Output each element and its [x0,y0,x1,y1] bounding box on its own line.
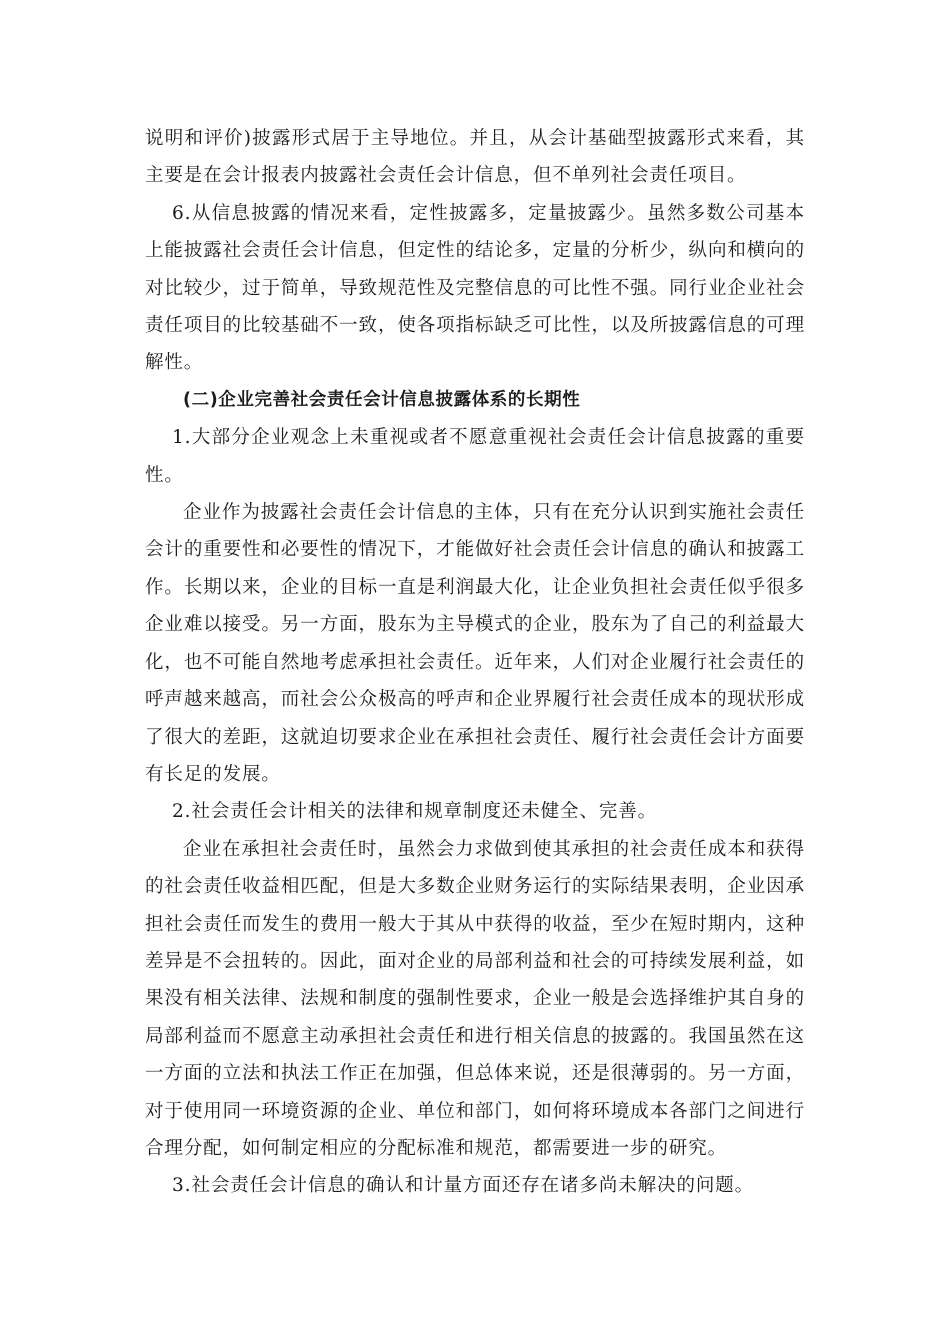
paragraph-disclosure-form: 说明和评价)披露形式居于主导地位。并且，从会计基础型披露形式来看，其主要是在会计报表内披露社会责任会计信息，但不单列社会责任项目。 [145,128,805,187]
paragraph-item-3: 3.社会责任会计信息的确认和计量方面还存在诸多尚未解决的问题。 [172,1175,755,1197]
paragraph-item-1: 1.大部分企业观念上未重视或者不愿意重视社会责任会计信息披露的重要性。 [145,427,805,486]
paragraph-item-1-body: 企业作为披露社会责任会计信息的主体，只有在充分认识到实施社会责任会计的重要性和必要性的情况下，才能做好社会责任会计信息的确认和披露工作。长期以来，企业的目标一直是利润最大化，让企业负担社会责任似乎很多企业难以接受。另一方面，股东为主导模式的企业，股东为了自己的利益最大化，也不可能自然地考虑承担社会责任。近年来，人们对企业履行社会责任的呼声越来越高，而社会公众极高的呼声和企业界履行社会责任成本的现状形成了很大的差距，这就迫切要求企业在承担社会责任、履行社会责任会计方面要有长足的发展。 [145,502,805,785]
section-heading: (二)企业完善社会责任会计信息披露体系的长期性 [183,389,581,410]
paragraph-item-6: 6.从信息披露的情况来看，定性披露多，定量披露少。虽然多数公司基本上能披露社会责任会计信息，但定性的结论多，定量的分析少，纵向和横向的对比较少，过于简单，导致规范性及完整信息的可比性不强。同行业企业社会责任项目的比较基础不一致，使各项指标缺乏可比性，以及所披露信息的可理解性。 [145,202,805,374]
paragraph-item-2-body: 企业在承担社会责任时，虽然会力求做到使其承担的社会责任成本和获得的社会责任收益相匹配，但是大多数企业财务运行的实际结果表明，企业因承担社会责任而发生的费用一般大于其从中获得的收益，至少在短时期内，这种差异是不会扭转的。因此，面对企业的局部利益和社会的可持续发展利益，如果没有相关法律、法规和制度的强制性要求，企业一般是会选择维护其自身的局部利益而不愿意主动承担社会责任和进行相关信息的披露的。我国虽然在这一方面的立法和执法工作正在加强，但总体来说，还是很薄弱的。另一方面，对于使用同一环境资源的企业、单位和部门，如何将环境成本各部门之间进行合理分配，如何制定相应的分配标准和规范，都需要进一步的研究。 [145,838,805,1159]
document-page [145,120,805,1205]
paragraph-item-2: 2.社会责任会计相关的法律和规章制度还未健全、完善。 [172,801,658,823]
